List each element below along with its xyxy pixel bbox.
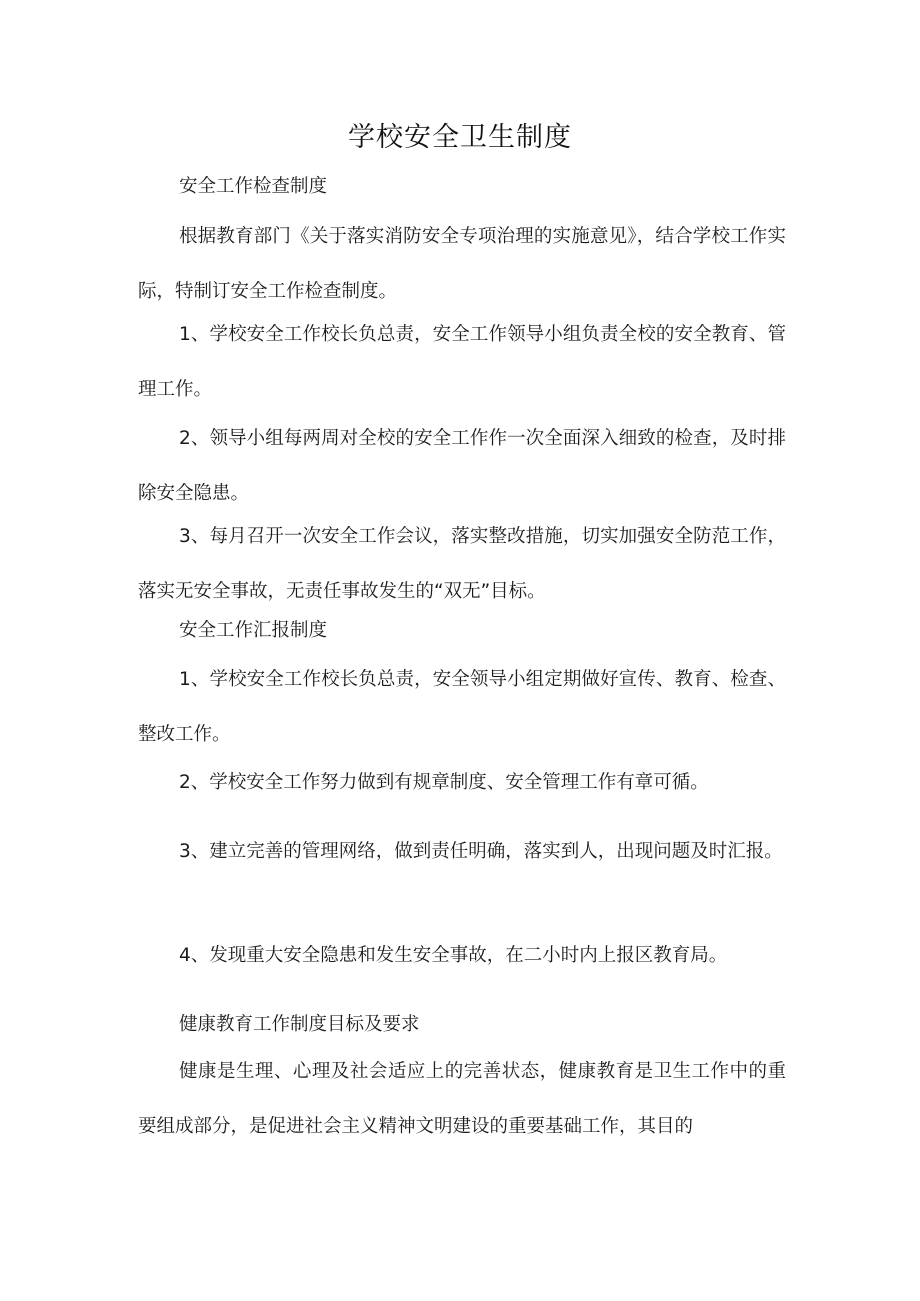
- list-item: 1、学校安全工作校长负总责，安全工作领导小组负责全校的安全教育、管理工作。: [138, 324, 786, 400]
- section-intro-health-education: 健康是生理、心理及社会适应上的完善状态，健康教育是卫生工作中的重要组成部分，是促进社会主义精神文明建设的重要基础工作，其目的: [138, 1061, 786, 1137]
- list-item: 3、建立完善的管理网络，做到责任明确，落实到人，出现问题及时汇报。: [179, 841, 783, 862]
- section-intro-safety-inspection: 根据教育部门《关于落实消防安全专项治理的实施意见》，结合学校工作实际，特制订安全工作检查制度。: [138, 226, 786, 302]
- list-item: 2、学校安全工作努力做到有规章制度、安全管理工作有章可循。: [179, 772, 709, 793]
- list-item: 4、发现重大安全隐患和发生安全事故，在二小时内上报区教育局。: [179, 945, 728, 966]
- section-heading-safety-reporting: 安全工作汇报制度: [179, 620, 328, 641]
- section-heading-safety-inspection: 安全工作检查制度: [179, 176, 328, 197]
- section-heading-health-education: 健康教育工作制度目标及要求: [179, 1014, 420, 1035]
- list-item: 2、领导小组每两周对全校的安全工作作一次全面深入细致的检查，及时排除安全隐患。: [138, 428, 786, 504]
- list-item: 1、学校安全工作校长负总责，安全领导小组定期做好宣传、教育、检查、整改工作。: [138, 669, 786, 745]
- document-title: 学校安全卫生制度: [348, 122, 572, 153]
- list-item: 3、每月召开一次安全工作会议，落实整改措施，切实加强安全防范工作，落实无安全事故，无责任事故发生的“双无”目标。: [138, 526, 786, 602]
